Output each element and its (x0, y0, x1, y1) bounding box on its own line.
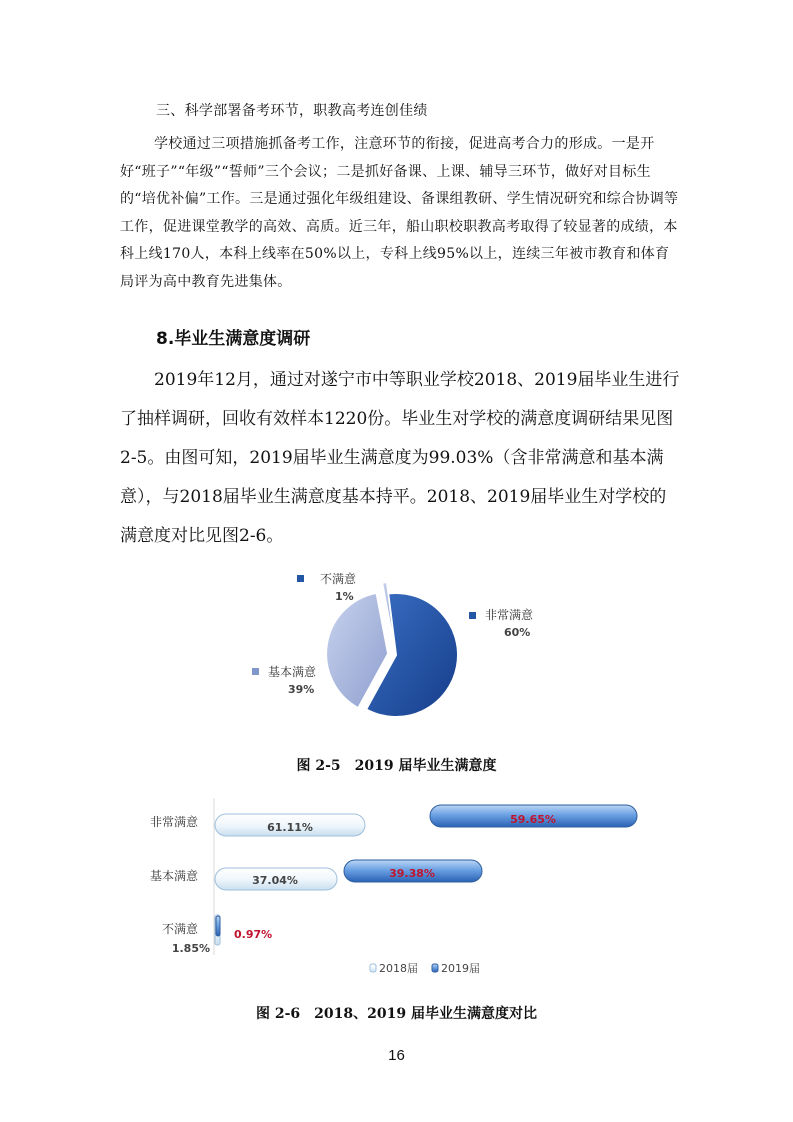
figure-title: 2018、2019 届毕业生满意度对比 (314, 1006, 537, 1022)
bar-label-2018-basically-satisfied: 37.04% (252, 874, 298, 887)
figure-title: 2019 届毕业生满意度 (354, 758, 497, 774)
heading-graduate-survey: 8.毕业生满意度调研 (156, 329, 311, 349)
bar-chart-comparison (150, 798, 637, 975)
figure-caption-2-6 (0, 1003, 793, 1023)
pie-label-very-satisfied: 非常满意 (485, 608, 534, 622)
paragraph-exam-prep: 学校通过三项措施抓备考工作，注意环节的衔接，促进高考合力的形成。一是开好“班子”“年级”“誓师”三个会议；二是抓好备课、上课、辅导三环节，做好对目标生的“培优补偏”工作。三是通过强化年级组建设、备课组教研、学生情况研究和综合协调等工作，促进课堂教学的高效、高质。近三年，船山职校职教高考取得了较显著的成绩，本科上线170人，本科上线率在50%以上，专科上线95%以上，连续三年被市教育和体育局评为高中教育先进集体。 (120, 136, 679, 290)
legend-swatch-2019 (432, 964, 438, 972)
legend-marker-basically-satisfied (252, 668, 259, 675)
legend-marker-very-satisfied (469, 612, 476, 619)
category-dissatisfied: 不满意 (161, 922, 198, 936)
pie-value-dissatisfied: 1% (335, 590, 354, 603)
pie-label-basically-satisfied: 基本满意 (268, 665, 317, 679)
legend-label-2018: 2018届 (379, 962, 418, 975)
bar-label-2019-dissatisfied: 0.97% (234, 928, 273, 941)
category-very-satisfied: 非常满意 (149, 815, 198, 829)
bar-label-2018-very-satisfied: 61.11% (267, 821, 313, 834)
paragraph-survey: 2019年12月，通过对遂宁市中等职业学校2018、2019届毕业生进行了抽样调研，回收有效样本1220份。毕业生对学校的满意度调研结果见图2-5。由图可知，2019届毕业生满意度为99.03%（含非常满意和基本满意），与2018届毕业生满意度基本持平。2018、2019届毕业生对学校的满意度对比见图2-6。 (120, 370, 680, 546)
legend-marker-dissatisfied (297, 575, 304, 582)
pie-value-basically-satisfied: 39% (288, 683, 315, 696)
section-heading: 三、科学部署备考环节，职教高考连创佳绩 (156, 103, 428, 119)
legend-label-2019: 2019届 (441, 962, 480, 975)
figure-caption-2-5 (0, 755, 793, 775)
bar-label-2019-very-satisfied: 59.65% (510, 813, 556, 826)
legend-swatch-2018 (370, 964, 376, 972)
category-basically-satisfied: 基本满意 (149, 869, 198, 883)
pie-value-very-satisfied: 60% (504, 626, 531, 639)
figure-number: 图 2-5 (296, 758, 341, 774)
bar-label-2019-basically-satisfied: 39.38% (389, 867, 435, 880)
figure-number: 图 2-6 (256, 1006, 301, 1022)
bar-2019-dissatisfied (216, 916, 220, 936)
pie-label-dissatisfied: 不满意 (320, 572, 357, 586)
page-number: 16 (388, 1047, 405, 1064)
bar-label-2018-dissatisfied: 1.85% (171, 942, 210, 955)
pie-chart-2019 (252, 571, 533, 717)
